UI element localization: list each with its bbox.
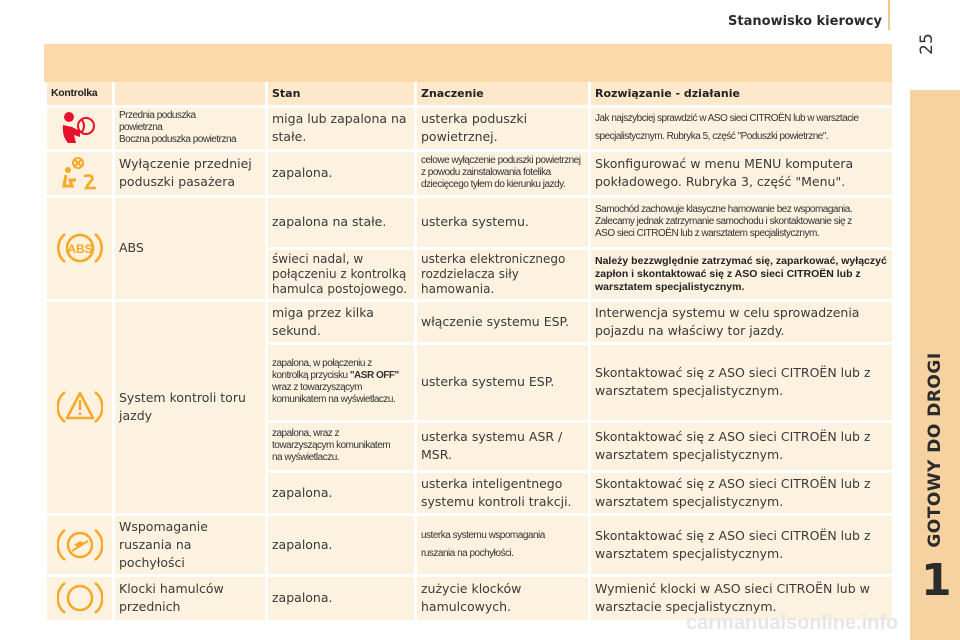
warning-lights-table bbox=[44, 82, 895, 623]
brake-pads-state: zapalona. bbox=[267, 575, 416, 621]
traction-meaning-1: włączenie systemu ESP. bbox=[416, 300, 590, 343]
abs-name: ABS bbox=[114, 196, 267, 300]
table-row bbox=[46, 196, 894, 248]
traction-state-3: zapalona, wraz z towarzyszącym komunikatem na wyświetlaczu. bbox=[267, 421, 416, 471]
airbag-off-state: zapalona. bbox=[267, 150, 416, 196]
traction-action-3: Skontaktować się z ASO sieci CITROËN lub z warsztatem specjalistycznym. bbox=[590, 421, 894, 471]
traction-action-4: Skontaktować się z ASO sieci CITROËN lub z warsztatem specjalistycznym. bbox=[590, 471, 894, 514]
table-row bbox=[46, 150, 894, 196]
table-row bbox=[46, 514, 894, 575]
chapter-label: GOTOWY DO DROGI bbox=[925, 352, 945, 548]
abs-meaning-1: usterka systemu. bbox=[416, 196, 590, 248]
hill-assist-name: Wspomaganie ruszania na pochyłości bbox=[114, 514, 267, 575]
brake-pads-action: Wymienić klocki w ASO sieci CITROËN lub w warsztacie specjalistycznym. bbox=[590, 575, 894, 621]
table-row bbox=[46, 300, 894, 343]
page-number: 25 bbox=[916, 33, 937, 55]
header-empty bbox=[114, 82, 267, 106]
passenger-airbag-off-icon bbox=[58, 156, 102, 190]
brake-pads-icon-cell bbox=[46, 575, 114, 621]
abs-warning-icon bbox=[57, 228, 103, 268]
traction-state-2: zapalona, w połączeniu z kontrolką przycisku "ASR OFF" wraz z towarzyszącym komunikatem na wyświetlaczu. bbox=[267, 343, 416, 421]
airbag-icon-cell bbox=[46, 106, 114, 150]
traction-icon-cell bbox=[46, 300, 114, 514]
traction-control-warning-icon bbox=[57, 386, 103, 428]
traction-name: System kontroli toru jazdy bbox=[114, 300, 267, 514]
traction-state-1: miga przez kilka sekund. bbox=[267, 300, 416, 343]
abs-action-2: Należy bezzwględnie zatrzymać się, zaparkować, wyłączyć zapłon i skontaktować się z ASO sieci CITROËN lub z warsztatem specjalistycznym. bbox=[590, 248, 894, 300]
airbag-off-icon-cell bbox=[46, 150, 114, 196]
hill-assist-warning-icon bbox=[57, 525, 103, 565]
traction-action-1: Interwencja systemu w celu sprowadzenia pojazdu na właściwy tor jazdy. bbox=[590, 300, 894, 343]
airbag-off-meaning: celowe wyłączenie poduszki powietrznej z powodu zainstalowania fotelika dziecięcego tyłem do kierunku jazdy. bbox=[416, 150, 590, 196]
abs-icon-cell bbox=[46, 196, 114, 300]
header-rozwiazanie: Rozwiązanie - działanie bbox=[590, 82, 894, 106]
header-znaczenie: Znaczenie bbox=[416, 82, 590, 106]
airbag-warning-icon bbox=[58, 109, 102, 147]
hill-assist-state: zapalona. bbox=[267, 514, 416, 575]
traction-action-2: Skontaktować się z ASO sieci CITROËN lub z warsztatem specjalistycznym. bbox=[590, 343, 894, 421]
hill-assist-action: Skontaktować się z ASO sieci CITROËN lub z warsztatem specjalistycznym. bbox=[590, 514, 894, 575]
watermark-text: carmanualsonline.info bbox=[686, 612, 899, 634]
brake-pads-warning-icon bbox=[57, 578, 103, 618]
table-header-row bbox=[46, 82, 894, 106]
abs-state-1: zapalona na stałe. bbox=[267, 196, 416, 248]
airbag-meaning: usterka poduszki powietrznej. bbox=[416, 106, 590, 150]
airbag-action: Jak najszybciej sprawdzić w ASO sieci CITROËN lub w warsztacie specjalistycznym. Rubryka 5, część "Poduszki powietrzne". bbox=[590, 106, 894, 150]
chapter-number: 1 bbox=[921, 555, 952, 606]
abs-meaning-2: usterka elektronicznego rozdzielacza siły hamowania. bbox=[416, 248, 590, 300]
header-divider bbox=[888, 0, 890, 30]
traction-meaning-3: usterka systemu ASR / MSR. bbox=[416, 421, 590, 471]
brake-pads-meaning: zużycie klocków hamulcowych. bbox=[416, 575, 590, 621]
traction-meaning-2: usterka systemu ESP. bbox=[416, 343, 590, 421]
svg-text:ABS: ABS bbox=[66, 242, 93, 256]
brake-pads-name: Klocki hamulców przednich bbox=[114, 575, 267, 621]
abs-action-1: Samochód zachowuje klasyczne hamowanie bez wspomagania. Zalecamy jednak zatrzymanie samochodu i skontaktowanie się z ASO sieci CITROËN lub z warsztatem specjalistycznym. bbox=[590, 196, 894, 248]
table-row bbox=[46, 106, 894, 150]
hill-assist-icon-cell bbox=[46, 514, 114, 575]
header-kontrolka: Kontrolka bbox=[46, 82, 114, 106]
hill-assist-meaning: usterka systemu wspomagania ruszania na pochyłości. bbox=[416, 514, 590, 575]
header-stan: Stan bbox=[267, 82, 416, 106]
abs-state-2: świeci nadal, w połączeniu z kontrolką hamulca postojowego. bbox=[267, 248, 416, 300]
header-title: Stanowisko kierowcy bbox=[728, 14, 882, 29]
airbag-name: Przednia poduszka powietrzna Boczna poduszka powietrzna bbox=[114, 106, 267, 150]
airbag-state: miga lub zapalona na stałe. bbox=[267, 106, 416, 150]
table-panel-top-band bbox=[44, 44, 892, 82]
traction-meaning-4: usterka inteligentnego systemu kontroli trakcji. bbox=[416, 471, 590, 514]
airbag-off-name: Wyłączenie przedniej poduszki pasażera bbox=[114, 150, 267, 196]
airbag-off-action: Skonfigurować w menu MENU komputera pokładowego. Rubryka 3, część "Menu". bbox=[590, 150, 894, 196]
traction-state-4: zapalona. bbox=[267, 471, 416, 514]
